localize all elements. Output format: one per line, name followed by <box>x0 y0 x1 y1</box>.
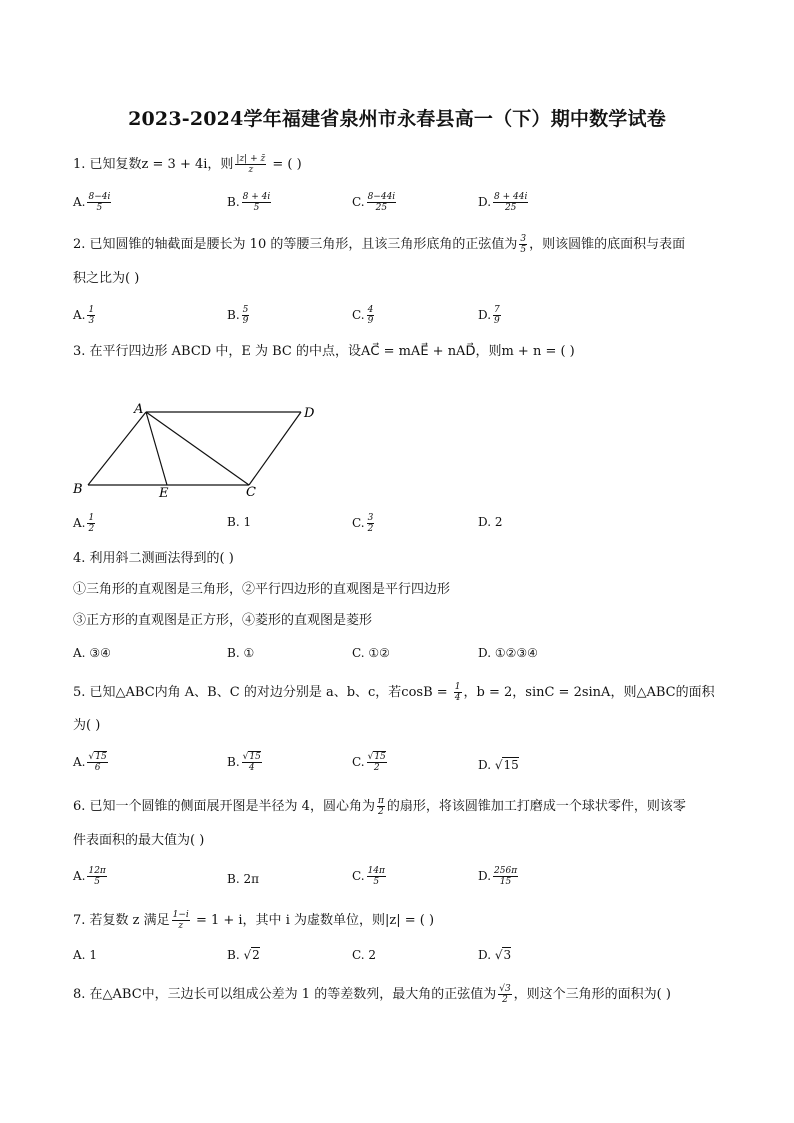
q4-option-a[interactable]: A. ③④ <box>73 646 111 660</box>
question-6-stem: 6. 已知一个圆锥的侧面展开图是半径为 4，圆心角为 $\frac{\pi}{2}$ 的扇形，将该圆锥加工打磨成一个球状零件，则该零 <box>73 796 686 817</box>
label-c: C <box>246 485 256 500</box>
q2-option-a[interactable]: A. $\frac{1}{3}$ <box>73 305 95 326</box>
q2-option-c[interactable]: C. $\frac{4}{9}$ <box>352 305 374 326</box>
q4-option-c[interactable]: C. ①② <box>352 646 390 660</box>
q3-option-a[interactable]: A. $\frac{1}{2}$ <box>73 513 95 534</box>
q2-option-d[interactable]: D. $\frac{7}{9}$ <box>478 305 500 326</box>
question-2-stem: 2. 已知圆锥的轴截面是腰长为 10 的等腰三角形，且该三角形底角的正弦值为 $\frac{3}{5}$ ，则该圆锥的底面积与表面 <box>73 234 686 255</box>
question-3-stem: 3. 在平行四边形 ABCD 中，E 为 BC 的中点，设AC⃗ = mAE⃗ + nAD⃗，则m + n = ( ) <box>73 344 575 359</box>
question-4-stem: 4. 利用斜二测画法得到的( ) <box>73 551 234 566</box>
q7-option-c[interactable]: C. 2 <box>352 948 377 962</box>
segment-dc <box>249 412 301 485</box>
q6-option-b[interactable]: B. 2π <box>227 872 259 886</box>
segment-ab <box>88 412 146 485</box>
question-4-line3: ③正方形的直观图是正方形，④菱形的直观图是菱形 <box>73 613 373 628</box>
question-5-stem: 5. 已知△ABC内角 A、B、C 的对边分别是 a、b、c，若cosB = $\frac{1}{4}$ ，b = 2，sinC = 2sinA，则△ABC的面积 <box>73 682 715 703</box>
q5-option-d[interactable]: D. √15 <box>478 758 519 772</box>
q3-option-d[interactable]: D. 2 <box>478 515 503 529</box>
question-8-stem: 8. 在△ABC中，三边长可以组成公差为 1 的等差数列，最大角的正弦值为 $\frac{√3}{2}$ ，则这个三角形的面积为( ) <box>73 984 671 1005</box>
page-title: 2023-2024学年福建省泉州市永春县高一（下）期中数学试卷 <box>128 108 666 130</box>
question-6-stem-line2: 件表面积的最大值为( ) <box>73 833 205 848</box>
q1-option-d[interactable]: D. $\frac{8 + 44i}{25}$ <box>478 192 528 213</box>
parallelogram-figure <box>70 398 330 503</box>
question-4-line2: ①三角形的直观图是三角形，②平行四边形的直观图是平行四边形 <box>73 582 451 597</box>
q6-option-c[interactable]: C. $\frac{14\pi}{5}$ <box>352 866 385 887</box>
label-e: E <box>159 486 169 501</box>
q1-fraction: $\frac{|z| + z̄}{z}$ <box>236 154 266 175</box>
q3-option-b[interactable]: B. 1 <box>227 515 252 529</box>
q5-option-a[interactable]: A. $\frac{√15}{6}$ <box>73 752 107 773</box>
q4-option-b[interactable]: B. ① <box>227 646 255 660</box>
q6-option-d[interactable]: D. $\frac{256\pi}{15}$ <box>478 866 518 887</box>
label-a: A <box>134 402 144 417</box>
q6-option-a[interactable]: A. $\frac{12\pi}{5}$ <box>73 866 106 887</box>
question-5-stem-line2: 为( ) <box>73 718 101 733</box>
q7-option-a[interactable]: A. 1 <box>73 948 97 962</box>
segment-ac <box>146 412 249 485</box>
q1-option-c[interactable]: C. $\frac{8-44i}{25}$ <box>352 192 396 213</box>
q2-option-b[interactable]: B. $\frac{5}{9}$ <box>227 305 249 326</box>
q1-stem-tail: = ( ) <box>268 157 302 172</box>
q5-option-c[interactable]: C. $\frac{√15}{2}$ <box>352 752 386 773</box>
q7-option-d[interactable]: D. √3 <box>478 948 512 962</box>
label-d: D <box>304 406 315 421</box>
q3-option-c[interactable]: C. $\frac{3}{2}$ <box>352 513 374 534</box>
segment-ae <box>146 412 167 485</box>
q5-option-b[interactable]: B. $\frac{√15}{4}$ <box>227 752 261 773</box>
q4-option-d[interactable]: D. ①②③④ <box>478 646 538 660</box>
q1-option-a[interactable]: A. $\frac{8-4i}{5}$ <box>73 192 111 213</box>
question-2-stem-line2: 积之比为( ) <box>73 271 140 286</box>
q1-option-b[interactable]: B. $\frac{8 + 4i}{5}$ <box>227 192 271 213</box>
q1-stem-text: 1. 已知复数z = 3 + 4i，则 <box>73 157 234 172</box>
label-b: B <box>73 482 83 497</box>
q7-option-b[interactable]: B. √2 <box>227 948 260 962</box>
question-7-stem: 7. 若复数 z 满足 $\frac{1-i}{z}$ = 1 + i，其中 i 为虚数单位，则|z| = ( ) <box>73 910 435 931</box>
question-1-stem <box>73 154 302 175</box>
